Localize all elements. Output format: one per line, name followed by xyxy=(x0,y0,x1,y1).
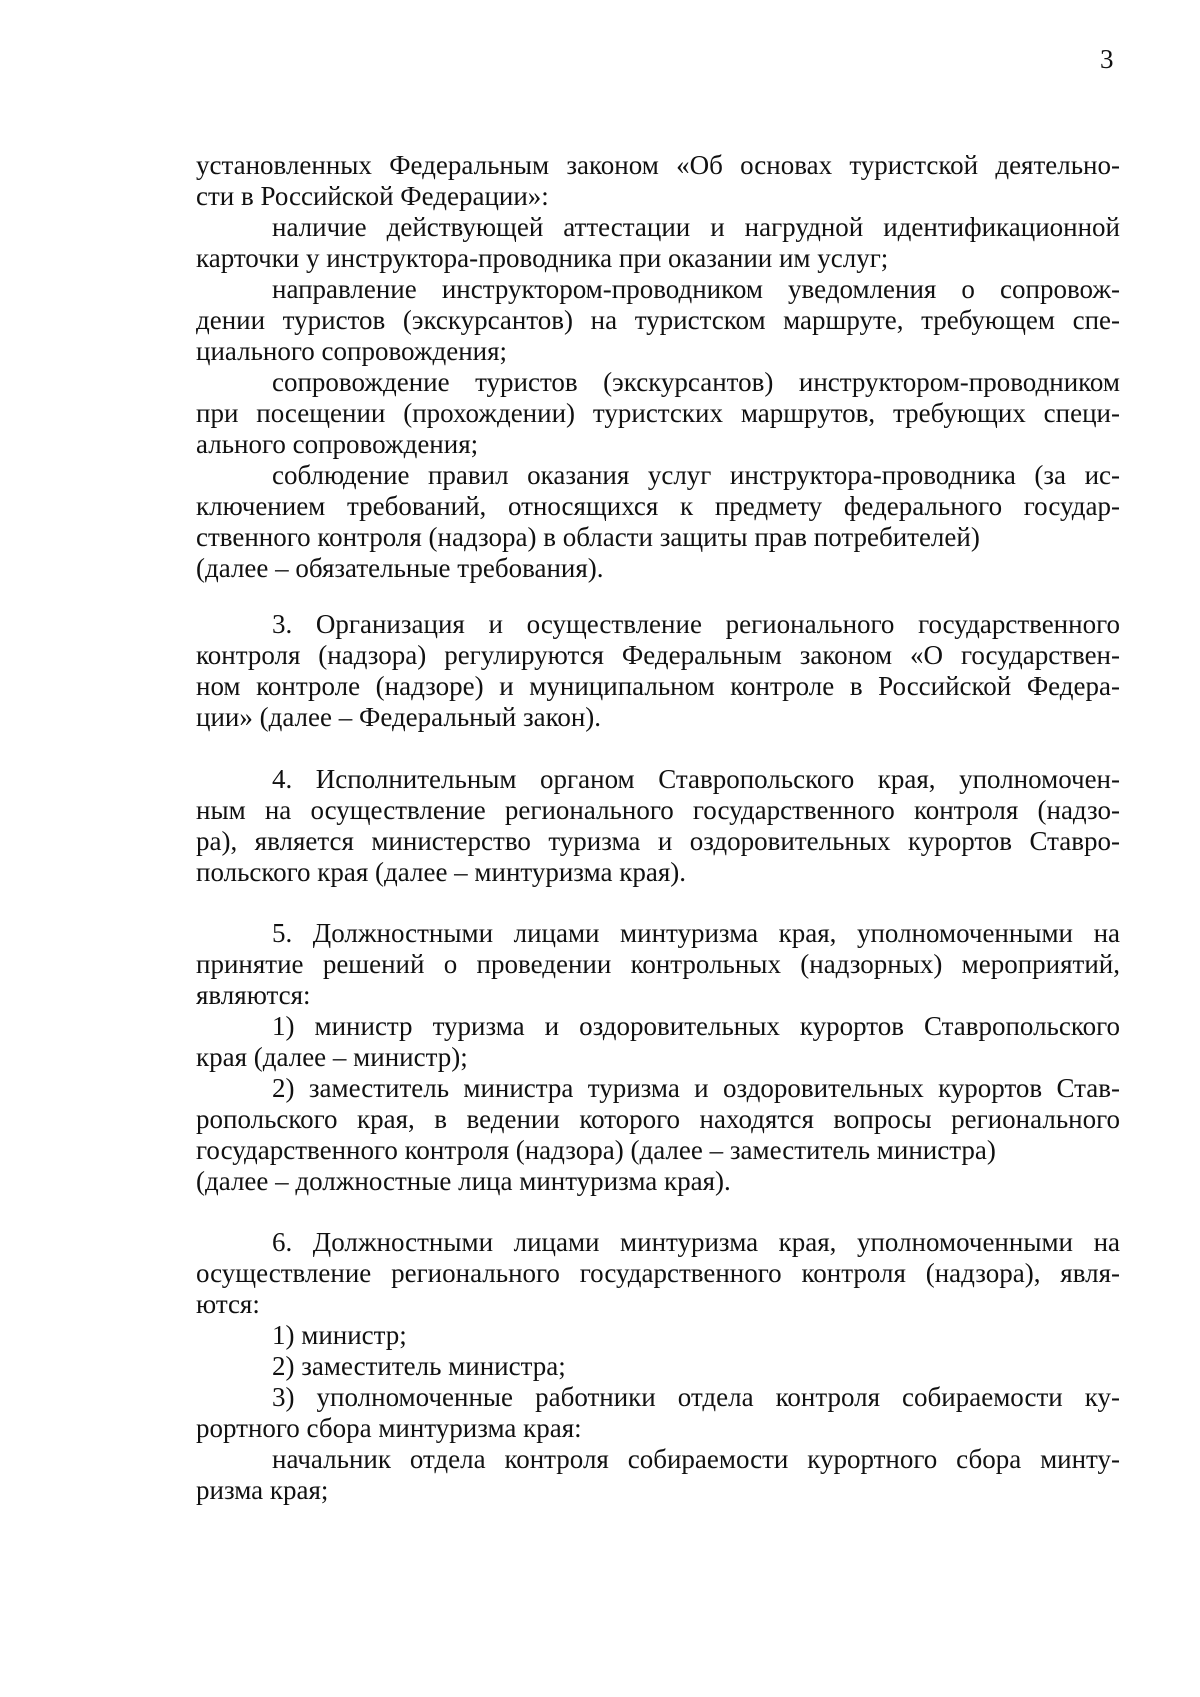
text-line: ственного контроля (надзора) в области защиты прав потребителей) xyxy=(196,522,980,552)
text-line: ключением требований, относящихся к предмету федерального государ- xyxy=(196,491,1120,521)
paragraph-item-4 xyxy=(196,764,1120,888)
text-line: 4. Исполнительным органом Ставропольского края, уполномочен- xyxy=(272,764,1120,794)
text-line: направление инструктором-проводником уведомления о сопровож- xyxy=(272,274,1120,304)
paragraph-item-5-1 xyxy=(196,1011,1120,1073)
text-line: 2) заместитель министра; xyxy=(272,1351,566,1381)
paragraph-item-3 xyxy=(196,609,1120,733)
paragraph-item-6-1 xyxy=(196,1320,1120,1351)
text-line: 5. Должностными лицами минтуризма края, уполномоченными на xyxy=(272,918,1120,948)
paragraph-notification xyxy=(196,274,1120,367)
text-line: польского края (далее – минтуризма края). xyxy=(196,857,686,887)
text-line: при посещении (прохождении) туристских маршрутов, требующих специ- xyxy=(196,398,1120,428)
text-line: ропольского края, в ведении которого находятся вопросы регионального xyxy=(196,1104,1120,1134)
text-line: сопровождение туристов (экскурсантов) инструктором-проводником xyxy=(272,367,1120,397)
text-line: циального сопровождения; xyxy=(196,336,508,366)
text-line: 1) министр туризма и оздоровительных курортов Ставропольского xyxy=(272,1011,1120,1041)
text-line: ются: xyxy=(196,1289,260,1319)
text-line: ции» (далее – Федеральный закон). xyxy=(196,702,602,732)
text-line: 2) заместитель министра туризма и оздоровительных курортов Став- xyxy=(272,1073,1120,1103)
text-line: контроля (надзора) регулируются Федеральным законом «О государствен- xyxy=(196,640,1120,670)
text-line: края (далее – министр); xyxy=(196,1042,468,1072)
text-line: 1) министр; xyxy=(272,1320,407,1350)
text-line: 6. Должностными лицами минтуризма края, уполномоченными на xyxy=(272,1227,1120,1257)
text-line: являются: xyxy=(196,980,311,1010)
paragraph-item-6-3 xyxy=(196,1382,1120,1444)
text-line: осуществление регионального государственного контроля (надзора), явля- xyxy=(196,1258,1120,1288)
text-line: сти в Российской Федерации»: xyxy=(196,181,549,211)
text-line: начальник отдела контроля собираемости курортного сбора минту- xyxy=(272,1444,1120,1474)
text-line: наличие действующей аттестации и нагрудной идентификационной xyxy=(272,212,1120,242)
text-line: установленных Федеральным законом «Об основах туристской деятельно- xyxy=(196,150,1120,180)
paragraph-item-5 xyxy=(196,918,1120,1011)
paragraph-escort xyxy=(196,367,1120,460)
page-number: 3 xyxy=(1100,44,1114,74)
paragraph-continuation xyxy=(196,150,1120,212)
paragraph-department-head xyxy=(196,1444,1120,1506)
text-line: 3. Организация и осуществление регионального государственного xyxy=(272,609,1120,639)
paragraph-attestation xyxy=(196,212,1120,274)
text-line: ра), является министерство туризма и оздоровительных курортов Ставро- xyxy=(196,826,1120,856)
text-line: 3) уполномоченные работники отдела контроля собираемости ку- xyxy=(272,1382,1120,1412)
text-line: ального сопровождения; xyxy=(196,429,479,459)
text-line: карточки у инструктора-проводника при оказании им услуг; xyxy=(196,243,889,273)
text-line: (далее – обязательные требования). xyxy=(196,553,604,583)
paragraph-item-6-2 xyxy=(196,1351,1120,1382)
text-line: дении туристов (экскурсантов) на туристском маршруте, требующем спе- xyxy=(196,305,1120,335)
paragraph-rules-compliance xyxy=(196,460,1120,584)
text-line: ным на осуществление регионального государственного контроля (надзо- xyxy=(196,795,1120,825)
text-line: ном контроле (надзоре) и муниципальном контроле в Российской Федера- xyxy=(196,671,1120,701)
paragraph-item-5-2 xyxy=(196,1073,1120,1197)
text-line: ризма края; xyxy=(196,1475,329,1505)
paragraph-item-6 xyxy=(196,1227,1120,1320)
text-line: принятие решений о проведении контрольных (надзорных) мероприятий, xyxy=(196,949,1120,979)
text-line: (далее – должностные лица минтуризма края). xyxy=(196,1166,731,1196)
text-line: соблюдение правил оказания услуг инструктора-проводника (за ис- xyxy=(272,460,1120,490)
text-line: государственного контроля (надзора) (далее – заместитель министра) xyxy=(196,1135,996,1165)
text-line: рортного сбора минтуризма края: xyxy=(196,1413,582,1443)
